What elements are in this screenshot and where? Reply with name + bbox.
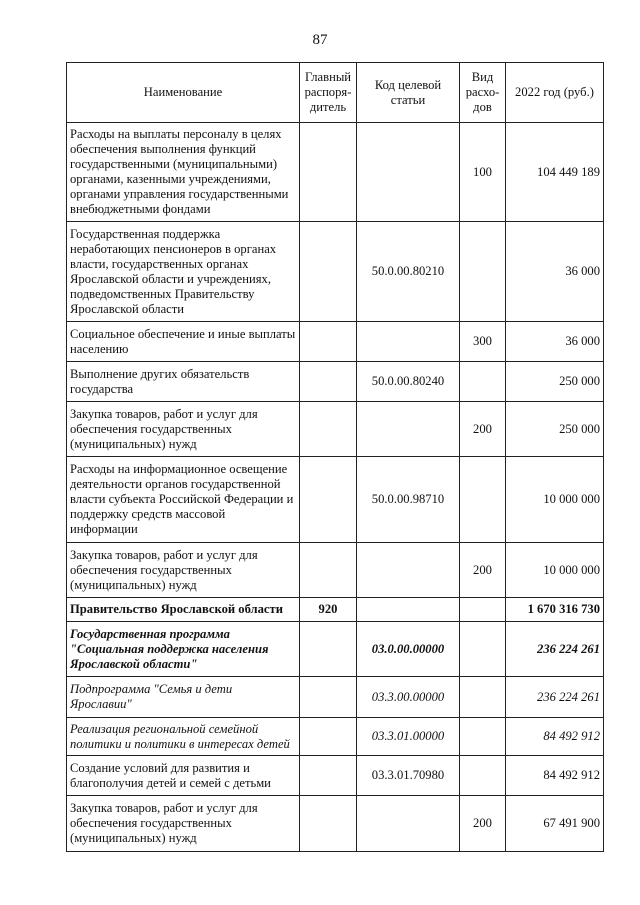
row-name: Подпрограмма "Семья и дети Ярославии" (67, 677, 300, 718)
table-row (67, 322, 604, 362)
page-number: 87 (312, 32, 328, 48)
row-expense-kind (460, 222, 506, 322)
row-sum: 36 000 (506, 322, 604, 362)
row-name: Расходы на выплаты персоналу в целях обеспечения выполнения функций государственными (муниципальными) органами, казенными учреждениями, органами управления государственными внебюджетными фондами (67, 123, 300, 222)
row-sum: 10 000 000 (506, 543, 604, 598)
row-name: Социальное обеспечение и иные выплаты населению (67, 322, 300, 362)
row-expense-kind: 200 (460, 796, 506, 852)
row-sum: 1 670 316 730 (506, 598, 604, 622)
row-expense-kind: 200 (460, 402, 506, 457)
row-name: Правительство Ярославской области (67, 598, 300, 622)
table-row (67, 677, 604, 718)
row-name: Закупка товаров, работ и услуг для обеспечения государственных (муниципальных) нужд (67, 796, 300, 852)
row-sum: 10 000 000 (506, 457, 604, 543)
row-sum: 84 492 912 (506, 718, 604, 756)
row-sum: 236 224 261 (506, 622, 604, 677)
header-main-manager: Главный распоря-дитель (300, 63, 357, 123)
row-main-manager (300, 222, 357, 322)
row-target-code: 50.0.00.80210 (357, 222, 460, 322)
row-expense-kind: 100 (460, 123, 506, 222)
row-main-manager (300, 756, 357, 796)
table-row (67, 362, 604, 402)
table-row (67, 622, 604, 677)
row-main-manager (300, 677, 357, 718)
row-main-manager (300, 718, 357, 756)
header-expense-kind: Вид расхо-дов (460, 63, 506, 123)
budget-table (66, 62, 604, 852)
table-row (67, 123, 604, 222)
row-target-code (357, 796, 460, 852)
row-sum: 250 000 (506, 362, 604, 402)
row-target-code (357, 402, 460, 457)
row-target-code: 03.0.00.00000 (357, 622, 460, 677)
row-target-code: 50.0.00.80240 (357, 362, 460, 402)
header-name: Наименование (67, 63, 300, 123)
header-sum-2022: 2022 год (руб.) (506, 63, 604, 123)
row-name: Создание условий для развития и благополучия детей и семей с детьми (67, 756, 300, 796)
header-target-code: Код целевой статьи (357, 63, 460, 123)
row-target-code (357, 598, 460, 622)
row-target-code (357, 322, 460, 362)
row-expense-kind: 300 (460, 322, 506, 362)
row-target-code: 50.0.00.98710 (357, 457, 460, 543)
row-expense-kind (460, 457, 506, 543)
row-name: Выполнение других обязательств государства (67, 362, 300, 402)
row-target-code: 03.3.01.00000 (357, 718, 460, 756)
row-sum: 236 224 261 (506, 677, 604, 718)
row-target-code: 03.3.01.70980 (357, 756, 460, 796)
table-row (67, 598, 604, 622)
table-row (67, 222, 604, 322)
row-name: Государственная программа "Социальная поддержка населения Ярославской области" (67, 622, 300, 677)
row-expense-kind (460, 622, 506, 677)
row-sum: 104 449 189 (506, 123, 604, 222)
row-target-code (357, 543, 460, 598)
row-name: Реализация региональной семейной политики и политики в интересах детей (67, 718, 300, 756)
row-main-manager (300, 796, 357, 852)
row-sum: 250 000 (506, 402, 604, 457)
row-main-manager (300, 543, 357, 598)
row-main-manager (300, 362, 357, 402)
row-expense-kind (460, 677, 506, 718)
row-main-manager (300, 402, 357, 457)
table-row (67, 543, 604, 598)
row-name: Закупка товаров, работ и услуг для обеспечения государственных (муниципальных) нужд (67, 543, 300, 598)
row-expense-kind (460, 598, 506, 622)
table-row (67, 718, 604, 756)
table-row (67, 402, 604, 457)
row-target-code: 03.3.00.00000 (357, 677, 460, 718)
row-sum: 67 491 900 (506, 796, 604, 852)
row-sum: 84 492 912 (506, 756, 604, 796)
row-main-manager (300, 622, 357, 677)
row-name: Государственная поддержка неработающих пенсионеров в органах власти, государственных органах Ярославской области и учреждениях, подведомственных Правительству Ярославской области (67, 222, 300, 322)
row-name: Закупка товаров, работ и услуг для обеспечения государственных (муниципальных) нужд (67, 402, 300, 457)
row-target-code (357, 123, 460, 222)
row-name: Расходы на информационное освещение деятельности органов государственной власти субъекта Российской Федерации и поддержку средств массовой информации (67, 457, 300, 543)
table-row (67, 796, 604, 852)
row-main-manager (300, 322, 357, 362)
row-main-manager: 920 (300, 598, 357, 622)
table-row (67, 756, 604, 796)
row-expense-kind (460, 718, 506, 756)
row-sum: 36 000 (506, 222, 604, 322)
table-row (67, 457, 604, 543)
row-expense-kind (460, 756, 506, 796)
row-expense-kind: 200 (460, 543, 506, 598)
table-header-row (67, 63, 604, 123)
row-expense-kind (460, 362, 506, 402)
row-main-manager (300, 457, 357, 543)
row-main-manager (300, 123, 357, 222)
